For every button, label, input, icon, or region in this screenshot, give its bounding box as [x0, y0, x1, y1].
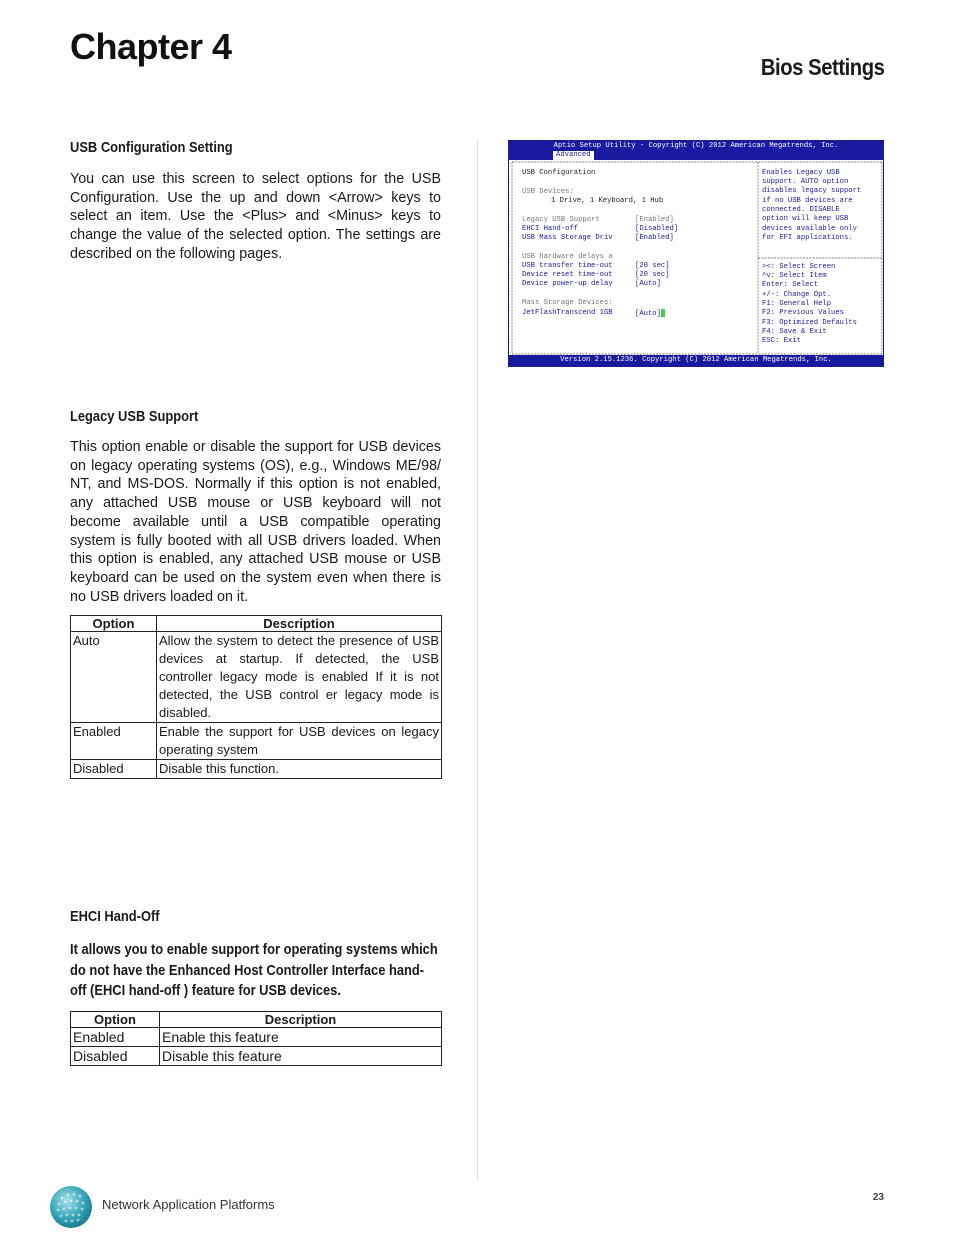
- bios-key-hint: F1: General Help: [762, 300, 832, 308]
- bios-usb-devices-value: 1 Drive, 1 Keyboard, 1 Hub: [551, 197, 664, 205]
- page-number: 23: [872, 1192, 884, 1203]
- description-cell: Enable this feature: [160, 1028, 442, 1047]
- bios-key-hint: Enter: Select: [762, 281, 819, 289]
- description-cell: Enable the support for USB devices on legacy operating system: [157, 723, 442, 760]
- option-cell: Enabled: [71, 1028, 160, 1047]
- bios-key-hint: ^v: Select Item: [762, 272, 827, 280]
- description-cell: Disable this feature: [160, 1047, 442, 1066]
- option-cell: Disabled: [71, 760, 157, 779]
- bios-ehci-value[interactable]: [Disabled]: [635, 225, 679, 233]
- bios-reset-value[interactable]: [20 sec]: [635, 271, 670, 279]
- bios-tab-advanced[interactable]: Advanced: [553, 151, 594, 160]
- bios-delays-label: USB hardware delays a: [522, 253, 613, 261]
- company-logo-icon: [48, 1184, 94, 1230]
- ehci-paragraph-text: It allows you to enable support for operating systems which do not have the Enhanced Host Controller Interface hand-off (EHCI hand-off ) feature for USB devices.: [70, 941, 438, 999]
- option-header: Option: [71, 1012, 160, 1028]
- bios-help-line: for EFI applications.: [762, 234, 853, 242]
- bios-reset-label[interactable]: Device reset time-out: [522, 271, 613, 279]
- bios-transfer-label[interactable]: USB transfer time-out: [522, 262, 613, 270]
- bios-mass-devices-label: Mass Storage Devices:: [522, 299, 613, 307]
- bios-transfer-value[interactable]: [20 sec]: [635, 262, 670, 270]
- bios-key-hint: F2: Previous Values: [762, 309, 844, 317]
- bios-key-hint: ><: Select Screen: [762, 263, 836, 271]
- legacy-paragraph: This option enable or disable the support for USB devices on legacy operating systems (OS), e.g., Windows ME/98/ NT, and MS-DOS. Normally if this option is not enabled, any attached USB mouse or USB keyboard will not become available until a USB compatible operating system is fully booted with all USB drivers loaded. When this option is enabled, any attached USB mouse or USB keyboard can be used on the system even when there is no USB drivers loaded on it.: [70, 439, 441, 605]
- bios-power-label[interactable]: Device power-up delay: [522, 280, 613, 288]
- legacy-options-table: [70, 615, 442, 779]
- table-row: [71, 1047, 442, 1066]
- bios-legacy-value[interactable]: [Enabled]: [635, 216, 674, 224]
- description-header: Description: [157, 616, 442, 632]
- bios-screenshot: [508, 140, 884, 367]
- bios-help-line: devices available only: [762, 225, 857, 233]
- bios-ehci-label[interactable]: EHCI Hand-off: [522, 225, 579, 233]
- bios-key-hint: +/-: Change Opt.: [762, 291, 832, 299]
- option-header: Option: [71, 616, 157, 632]
- ehci-options-table: [70, 1011, 442, 1066]
- bios-help-line: disables legacy support: [762, 187, 862, 195]
- table-row: [71, 760, 442, 779]
- bios-help-line: Enables Legacy USB: [762, 169, 840, 177]
- footer-company: Network Application Platforms: [102, 1197, 275, 1212]
- bios-footer: Version 2.15.1236. Copyright (C) 2012 American Megatrends, Inc.: [509, 355, 883, 366]
- bios-key-hint: F3: Optimized Defaults: [762, 319, 857, 327]
- table-row: [71, 723, 442, 760]
- table-row: [71, 1028, 442, 1047]
- bios-help-line: if no USB devices are: [762, 197, 853, 205]
- usb-config-paragraph: You can use this screen to select options for the USB Configuration. Use the up and down <Arrow> keys to select an item. Use the <Plus> and <Minus> keys to change the value of the selected option. The settings are described on the following pages.: [70, 171, 441, 262]
- bios-help-line: support. AUTO option: [762, 178, 849, 186]
- bios-key-hint: ESC: Exit: [762, 337, 801, 345]
- bios-mass-label[interactable]: USB Mass Storage Driv: [522, 234, 613, 242]
- legacy-heading: Legacy USB Support: [70, 408, 199, 425]
- section-title: Bios Settings: [760, 54, 884, 80]
- bios-mass-value[interactable]: [Enabled]: [635, 234, 674, 242]
- bios-usb-devices-label: USB Devices:: [522, 188, 574, 196]
- bios-jetflash-value-text: [Auto]: [635, 309, 661, 318]
- option-cell: Enabled: [71, 723, 157, 760]
- description-cell: Disable this function.: [157, 760, 442, 779]
- description-header: Description: [160, 1012, 442, 1028]
- bios-help-line: option will keep USB: [762, 215, 849, 223]
- description-cell: Allow the system to detect the presence of USB devices at startup. If detected, the USB controller legacy mode is enabled If it is not detected, the USB control er legacy mode is disabled.: [157, 632, 442, 723]
- column-divider: [477, 140, 478, 1180]
- ehci-paragraph: [70, 940, 441, 1002]
- bios-usb-config: USB Configuration: [522, 169, 596, 177]
- usb-config-heading: USB Configuration Setting: [70, 139, 233, 156]
- table-row: [71, 632, 442, 723]
- option-cell: Auto: [71, 632, 157, 723]
- bios-jetflash-label[interactable]: JetFlashTranscend 1GB: [522, 309, 613, 317]
- bios-help-line: connected. DISABLE: [762, 206, 840, 214]
- bios-title: Aptio Setup Utility - Copyright (C) 2012 American Megatrends, Inc.: [553, 142, 839, 150]
- ehci-heading: EHCI Hand-Off: [70, 908, 160, 925]
- bios-key-hint: F4: Save & Exit: [762, 328, 827, 336]
- chapter-title: Chapter 4: [70, 26, 232, 67]
- option-cell: Disabled: [71, 1047, 160, 1066]
- bios-frame: [509, 141, 884, 367]
- bios-power-value[interactable]: [Auto]: [635, 280, 661, 288]
- bios-legacy-label[interactable]: Legacy USB Support: [522, 216, 600, 224]
